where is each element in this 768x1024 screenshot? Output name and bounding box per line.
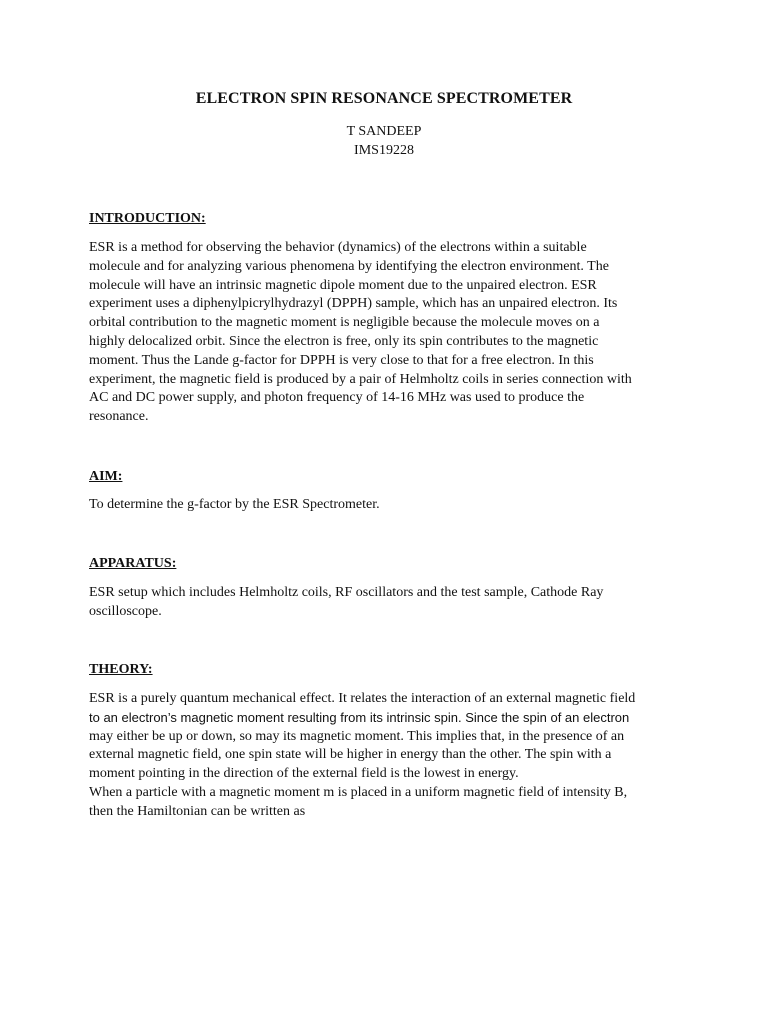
introduction-line: experiment, the magnetic field is produced by a pair of Helmholtz coils in series connection with	[89, 371, 632, 387]
aim-paragraph	[89, 496, 689, 515]
theory-line: to an electron’s magnetic moment resulting from its intrinsic spin. Since the spin of an electron	[89, 709, 630, 725]
introduction-line: highly delocalized orbit. Since the electron is free, only its spin contributes to the magnetic	[89, 333, 599, 349]
author-name: T SANDEEP	[346, 124, 422, 139]
apparatus-line: oscilloscope.	[89, 603, 162, 619]
document-title: ELECTRON SPIN RESONANCE SPECTROMETER	[195, 90, 573, 107]
introduction-line: orbital contribution to the magnetic moment is negligible because the molecule moves on a	[89, 315, 600, 331]
introduction-line: resonance.	[89, 409, 149, 425]
theory-line: then the Hamiltonian can be written as	[89, 803, 306, 819]
apparatus-line: ESR setup which includes Helmholtz coils, RF oscillators and the test sample, Cathode Ray	[89, 585, 604, 600]
introduction-line: experiment uses a diphenylpicrylhydrazyl (DPPH) sample, which has an unpaired electron. Its	[89, 296, 618, 312]
introduction-heading: INTRODUCTION:	[89, 211, 206, 226]
theory-line: ESR is a purely quantum mechanical effect. It relates the interaction of an external magnetic field	[89, 691, 636, 706]
student-id: IMS19228	[354, 143, 414, 158]
introduction-line: AC and DC power supply, and photon frequency of 14-16 MHz was used to produce the	[89, 390, 585, 406]
apparatus-heading: APPARATUS:	[89, 556, 177, 571]
theory-line: When a particle with a magnetic moment m is placed in a uniform magnetic field of intensity B,	[89, 784, 628, 800]
theory-line: external magnetic field, one spin state will be higher in energy than the other. The spin with a	[89, 747, 612, 763]
introduction-line: molecule will have an intrinsic magnetic dipole moment due to the unpaired electron. ESR	[89, 277, 597, 293]
aim-line: To determine the g-factor by the ESR Spectrometer.	[89, 497, 380, 512]
aim-heading: AIM:	[89, 469, 123, 484]
introduction-line: moment. Thus the Lande g-factor for DPPH is very close to that for a free electron. In this	[89, 352, 594, 368]
theory-heading: THEORY:	[89, 662, 153, 677]
introduction-line: molecule and for analyzing various phenomena by identifying the electron environment. The	[89, 258, 609, 274]
theory-line: moment pointing in the direction of the external field is the lowest in energy.	[89, 766, 519, 782]
apparatus-paragraph	[89, 584, 689, 622]
introduction-line: ESR is a method for observing the behavior (dynamics) of the electrons within a suitable	[89, 240, 587, 255]
introduction-paragraph	[89, 239, 689, 427]
theory-paragraph	[89, 690, 689, 822]
theory-line: may either be up or down, so may its magnetic moment. This implies that, in the presence of an	[89, 728, 625, 744]
